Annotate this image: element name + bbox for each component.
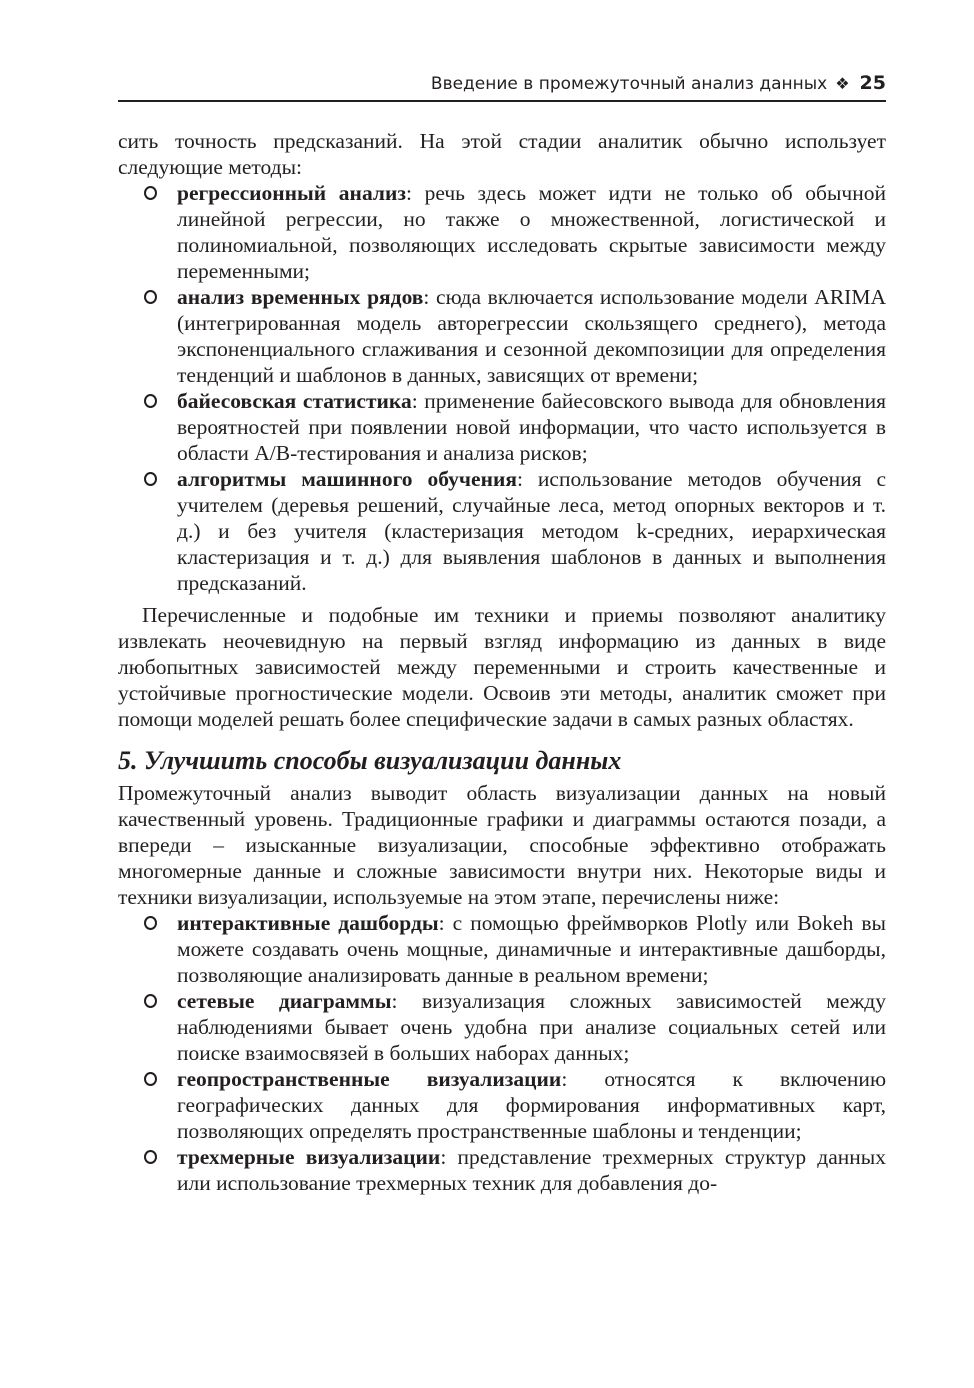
list-item-term: регрессионный анализ <box>177 181 406 205</box>
list-item-term: геопространственные визуализации <box>177 1067 562 1091</box>
list-item-text: : использование методов обучения с учителем (деревья решений, случайные леса, метод опорных векторов и т. д.) и без учителя (кластеризация методом k-средних, иерархическая кластеризация и т. д.) для выявления шаблонов в данных и выполнения предсказаний. <box>177 467 886 595</box>
list-item <box>177 910 886 988</box>
bullet-circle-icon <box>144 1072 157 1086</box>
ornament-icon: ❖ <box>835 74 850 93</box>
list-item-text: : с помощью фреймворков Plotly или Bokeh вы можете создавать очень мощные, динамичные и интерактивные дашборды, позволяющие анализировать данные в реальном времени; <box>177 911 886 987</box>
list-item-text: : речь здесь может идти не только об обычной линейной регрессии, но также о множественной, логистической и полиномиальной, позволяющих исследовать скрытые зависимости между переменными; <box>177 181 886 283</box>
list-item <box>177 388 886 466</box>
bullet-circle-icon <box>144 290 157 304</box>
list-item-text: : сюда включается использование модели ARIMA (интегрированная модель авторегрессии скользящего среднего), метода экспоненциального сглаживания и сезонной декомпозиции для определения тенденций и шаблонов в данных, зависящих от времени; <box>177 285 886 387</box>
list-item <box>177 1066 886 1144</box>
list-item-term: алгоритмы машинного обучения <box>177 467 517 491</box>
list-item <box>177 466 886 596</box>
list-item <box>177 180 886 284</box>
list-item <box>177 1144 886 1196</box>
section-heading: 5. Улучшить способы визуализации данных <box>118 746 622 775</box>
summary-paragraph: Перечисленные и подобные им техники и приемы позволяют аналитику извлекать неочевидную на первый взгляд информацию из данных в виде любопытных зависимостей между переменными и строить качественные и устойчивые прогностические модели. Освоив эти методы, аналитик сможет при помощи моделей решать более специфические задачи в самых разных областях. <box>118 603 886 731</box>
bullet-circle-icon <box>144 186 157 200</box>
section-intro-paragraph: Промежуточный анализ выводит область визуализации данных на новый качественный уровень. Традиционные графики и диаграммы остаются позади, а впереди – изысканные визуализации, способные эффективно отображать многомерные данные и сложные зависимости внутри них. Некоторые виды и техники визуализации, используемые на этом этапе, перечислены ниже: <box>118 781 886 909</box>
list-item <box>177 988 886 1066</box>
list-item-term: байесовская статистика <box>177 389 412 413</box>
bullet-circle-icon <box>144 916 157 930</box>
methods-list <box>118 180 886 596</box>
list-item-term: сетевые диаграммы <box>177 989 392 1013</box>
list-item-text: : относятся к включению географических данных для формирования информативных карт, позволяющих определять пространственные шаблоны и тенденции; <box>177 1067 887 1143</box>
list-item-term: интерактивные дашборды <box>177 911 439 935</box>
bullet-circle-icon <box>144 994 157 1008</box>
list-item-text: : визуализация сложных зависимостей между наблюдениями бывает очень удобна при анализе социальных сетей или поиске взаимосвязей в больших наборах данных; <box>177 989 886 1065</box>
page-body <box>118 128 886 1196</box>
page-number: 25 <box>859 72 886 94</box>
list-item <box>177 284 886 388</box>
bullet-circle-icon <box>144 472 157 486</box>
header-content <box>431 72 886 94</box>
visualization-list <box>118 910 886 1196</box>
running-title: Введение в промежуточный анализ данных <box>430 74 828 94</box>
list-item-term: трехмерные визуализации <box>177 1145 441 1169</box>
running-header <box>118 70 886 102</box>
intro-paragraph: сить точность предсказаний. На этой стадии аналитик обычно использует следующие методы: <box>118 129 886 179</box>
bullet-circle-icon <box>144 1150 157 1164</box>
bullet-circle-icon <box>144 394 157 408</box>
list-item-term: анализ временных рядов <box>177 285 424 309</box>
list-item-text: : применение байесовского вывода для обновления вероятностей при появлении новой информации, что часто используется в области A/B-тестирования и анализа рисков; <box>177 389 886 465</box>
list-item-text: : представление трехмерных структур данных или использование трехмерных техник для добавления до- <box>177 1145 886 1195</box>
